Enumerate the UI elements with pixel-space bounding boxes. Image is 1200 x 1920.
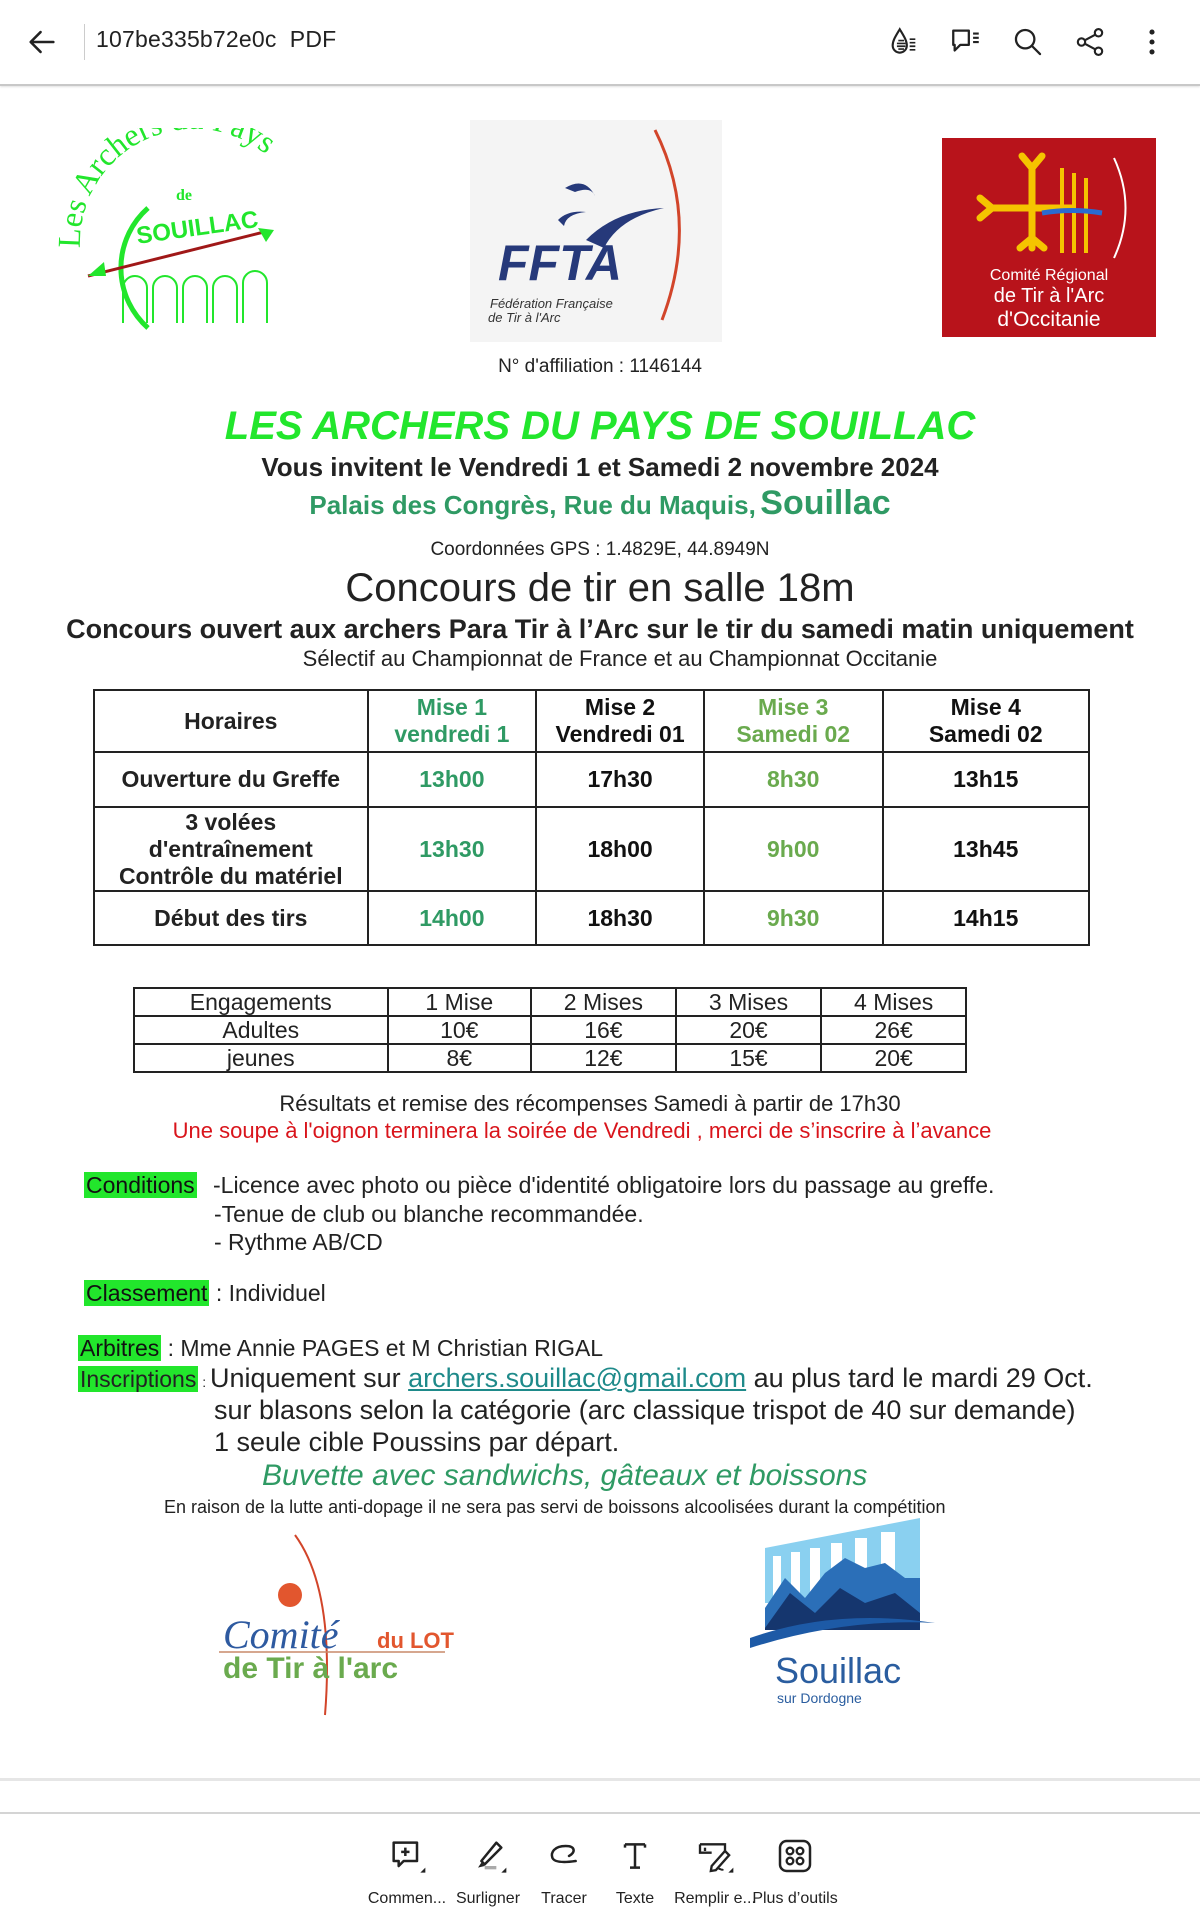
ffta-line1: Fédération Française xyxy=(490,296,613,311)
lot-logo-du-lot: du LOT xyxy=(377,1628,454,1653)
soup-notice: Une soupe à l'oignon terminera la soirée de Vendredi , merci de s’inscrire à l’avance xyxy=(172,1118,992,1143)
document-name: 107be335b72e0c xyxy=(96,26,277,52)
arbitres-line xyxy=(78,1335,603,1362)
club-logo-souillac: SOUILLAC xyxy=(134,205,260,250)
fees-cell: 26€ xyxy=(821,1016,966,1044)
fees-header: 1 Mise xyxy=(388,988,532,1016)
para-notice: Concours ouvert aux archers Para Tir à l’Arc sur le tir du samedi matin uniquement xyxy=(66,614,1134,644)
draw-tool-label: Tracer xyxy=(541,1890,587,1907)
schedule-row-label: 3 volées d'entraînement Contrôle du matériel xyxy=(94,807,368,891)
comment-tool-label: Commen... xyxy=(367,1890,447,1907)
liquid-mode-button[interactable] xyxy=(884,22,924,62)
fill-sign-icon xyxy=(695,1836,735,1876)
classement-value: : Individuel xyxy=(209,1280,326,1306)
club-logo xyxy=(58,128,328,338)
conditions-line: -Licence avec photo ou pièce d'identité obligatoire lors du passage au greffe. xyxy=(213,1172,995,1198)
text-icon xyxy=(615,1836,655,1876)
schedule-col-mise2: Mise 2 Vendredi 01 xyxy=(536,690,704,752)
more-tools-icon xyxy=(775,1836,815,1876)
schedule-row xyxy=(94,807,1089,891)
schedule-cell: 17h30 xyxy=(536,752,704,807)
venue-line xyxy=(0,484,1200,523)
fees-row xyxy=(134,1016,966,1044)
schedule-row-label: Ouverture du Greffe xyxy=(94,752,368,807)
document-type: PDF xyxy=(289,26,337,52)
occitanie-line2: de Tir à l'Arc xyxy=(993,285,1105,307)
results-notice: Résultats et remise des récompenses Samedi à partir de 17h30 xyxy=(279,1091,901,1116)
venue-address: Palais des Congrès, Rue du Maquis, xyxy=(309,490,756,520)
inscriptions-prefix: Uniquement sur xyxy=(210,1363,409,1393)
schedule-cell: 13h45 xyxy=(883,807,1090,891)
gps-coordinates: Coordonnées GPS : 1.4829E, 44.8949N xyxy=(430,539,770,560)
classement-line xyxy=(84,1280,326,1307)
schedule-cell: 8h30 xyxy=(704,752,883,807)
fees-row-label: jeunes xyxy=(134,1044,388,1072)
souillac-logo-name: Souillac xyxy=(775,1650,902,1691)
arbitres-label: Arbitres xyxy=(80,1335,160,1361)
schedule-row xyxy=(94,891,1089,945)
schedule-col-mise4: Mise 4 Samedi 02 xyxy=(883,690,1090,752)
schedule-cell: 13h30 xyxy=(368,807,537,891)
back-button[interactable] xyxy=(22,22,62,62)
occitanie-logo xyxy=(942,138,1156,337)
lot-logo-comite: Comité xyxy=(223,1612,339,1657)
more-options-icon xyxy=(1135,25,1169,59)
schedule-row-label: Début des tirs xyxy=(94,891,368,945)
share-button[interactable] xyxy=(1070,22,1110,62)
schedule-cell: 14h00 xyxy=(368,891,537,945)
conditions-label: Conditions xyxy=(86,1172,195,1198)
fees-header-row xyxy=(134,988,966,1016)
schedule-header-label: Horaires xyxy=(94,690,368,752)
comment-tool[interactable] xyxy=(362,1836,452,1908)
schedule-cell: 18h30 xyxy=(536,891,704,945)
share-icon xyxy=(1073,25,1107,59)
club-logo-de: de xyxy=(176,187,192,204)
search-icon xyxy=(1011,25,1045,59)
fees-header: 2 Mises xyxy=(531,988,676,1016)
email-link[interactable]: archers.souillac@gmail.com xyxy=(408,1363,747,1393)
add-comment-icon xyxy=(387,1836,427,1876)
schedule-cell: 18h00 xyxy=(536,807,704,891)
schedule-header-row xyxy=(94,690,1089,752)
fees-header: Engagements xyxy=(134,988,388,1016)
text-tool-label: Texte xyxy=(615,1890,655,1907)
schedule-row xyxy=(94,752,1089,807)
page-bottom-divider xyxy=(0,1778,1200,1781)
conditions-block xyxy=(84,1172,197,1199)
search-button[interactable] xyxy=(1008,22,1048,62)
title-separator xyxy=(84,24,85,60)
ffta-logo xyxy=(470,120,722,342)
antidopage-notice: En raison de la lutte anti-dopage il ne sera pas servi de boissons alcoolisées durant la compétition xyxy=(164,1497,946,1517)
schedule-cell: 9h30 xyxy=(704,891,883,945)
souillac-logo xyxy=(745,1518,945,1708)
highlighter-icon xyxy=(468,1836,508,1876)
inscriptions-suffix: au plus tard le mardi 29 Oct. xyxy=(746,1363,1093,1393)
club-title: LES ARCHERS DU PAYS DE SOUILLAC xyxy=(224,404,976,448)
selectif-notice: Sélectif au Championnat de France et au Championnat Occitanie xyxy=(302,646,938,671)
buvette-notice: Buvette avec sandwichs, gâteaux et boissons xyxy=(262,1459,868,1492)
occitanie-line3: d'Occitanie xyxy=(997,308,1101,331)
top-app-bar xyxy=(0,0,1200,86)
lot-logo-tir: de Tir à l'arc xyxy=(223,1652,399,1685)
schedule-col-mise1: Mise 1 vendredi 1 xyxy=(368,690,537,752)
inscriptions-label: Inscriptions xyxy=(80,1366,197,1392)
fees-row-label: Adultes xyxy=(134,1016,388,1044)
more-tools-button[interactable] xyxy=(750,1836,840,1908)
fees-cell: 20€ xyxy=(676,1016,822,1044)
souillac-logo-sub: sur Dordogne xyxy=(777,1690,862,1706)
inscriptions-line3: 1 seule cible Poussins par départ. xyxy=(214,1427,620,1457)
schedule-cell: 13h15 xyxy=(883,752,1090,807)
fill-sign-tool-label: Remplir e... xyxy=(674,1890,756,1907)
conditions-line: -Tenue de club ou blanche recommandée. xyxy=(214,1201,644,1227)
inscriptions-line xyxy=(78,1363,1093,1394)
text-tool[interactable] xyxy=(590,1836,680,1908)
venue-city: Souillac xyxy=(760,484,891,522)
club-logo-title: s Archer ys xyxy=(58,128,284,217)
conditions-line: - Rythme AB/CD xyxy=(214,1229,383,1255)
liquid-mode-icon xyxy=(887,25,921,59)
arbitres-value: : Mme Annie PAGES et M Christian RIGAL xyxy=(161,1335,604,1361)
toolbar-divider xyxy=(0,1812,1200,1814)
ffta-acronym: FFTA xyxy=(498,235,623,291)
occitanie-line1: Comité Régional xyxy=(989,267,1109,284)
draw-icon xyxy=(544,1836,584,1876)
back-arrow-icon xyxy=(25,25,59,59)
fees-cell: 8€ xyxy=(388,1044,532,1072)
inscriptions-sep: : xyxy=(198,1374,210,1390)
invite-line: Vous invitent le Vendredi 1 et Samedi 2 novembre 2024 xyxy=(261,452,939,482)
fees-cell: 20€ xyxy=(821,1044,966,1072)
fees-header: 4 Mises xyxy=(821,988,966,1016)
more-tools-label: Plus d’outils xyxy=(752,1890,838,1907)
fill-sign-tool[interactable] xyxy=(670,1836,760,1908)
affiliation-number: N° d'affiliation : 1146144 xyxy=(498,356,702,377)
schedule-col-mise3: Mise 3 Samedi 02 xyxy=(704,690,883,752)
comments-button[interactable] xyxy=(946,22,986,62)
highlight-tool-label: Surligner xyxy=(455,1890,521,1907)
schedule-cell: 9h00 xyxy=(704,807,883,891)
fees-cell: 15€ xyxy=(676,1044,822,1072)
ffta-line2: de Tir à l'Arc xyxy=(488,310,561,325)
fees-header: 3 Mises xyxy=(676,988,822,1016)
comments-list-icon xyxy=(949,25,983,59)
schedule-cell: 14h15 xyxy=(883,891,1090,945)
fees-table xyxy=(133,987,967,1073)
schedule-cell: 13h00 xyxy=(368,752,537,807)
classement-label: Classement xyxy=(86,1280,208,1306)
comite-lot-logo xyxy=(215,1530,455,1720)
fees-cell: 10€ xyxy=(388,1016,532,1044)
event-title: Concours de tir en salle 18m xyxy=(345,566,855,610)
fees-cell: 12€ xyxy=(531,1044,676,1072)
fees-cell: 16€ xyxy=(531,1016,676,1044)
fees-row xyxy=(134,1044,966,1072)
more-options-button[interactable] xyxy=(1132,22,1172,62)
document-title xyxy=(96,26,336,53)
inscriptions-line2: sur blasons selon la catégorie (arc classique trispot de 40 sur demande) xyxy=(214,1395,1076,1425)
schedule-table xyxy=(93,689,1090,946)
